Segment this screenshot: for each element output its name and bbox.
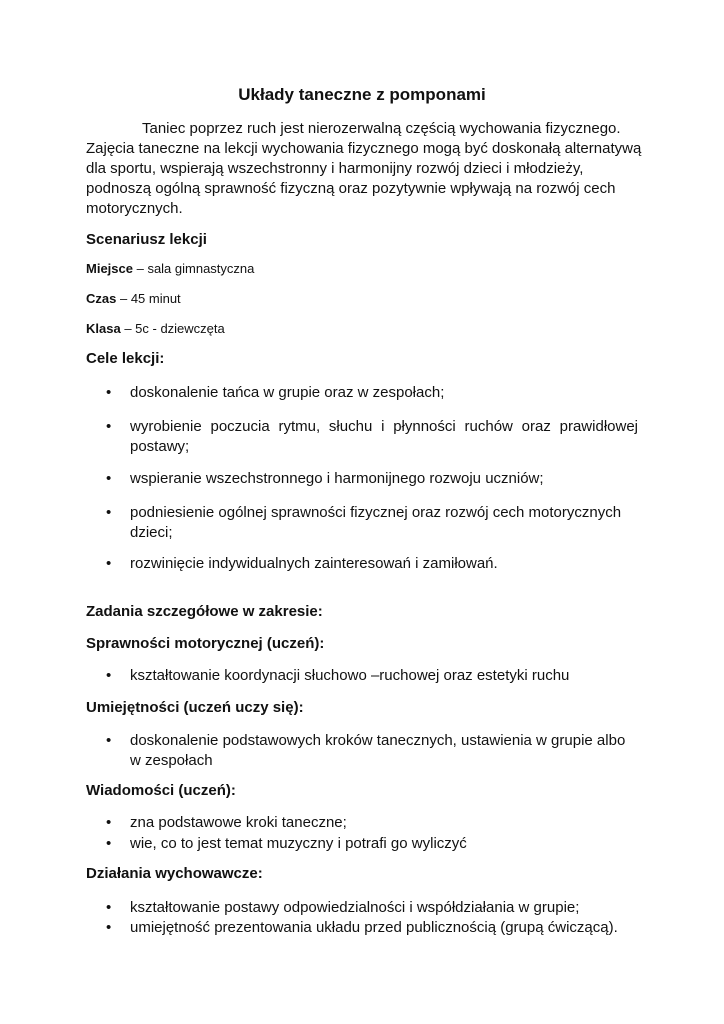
- bullet-icon: •: [106, 418, 112, 435]
- goal-item: • doskonalenie tańca w grupie oraz w zespołach;: [106, 384, 445, 401]
- goals-heading: Cele lekcji:: [86, 350, 165, 367]
- class-line: [86, 320, 225, 338]
- motor-item: • kształtowanie koordynacji słuchowo –ruchowej oraz estetyki ruchu: [106, 667, 570, 684]
- goal-item: • podniesienie ogólnej sprawności fizycznej oraz rozwój cech motorycznych dzieci;: [106, 504, 622, 541]
- skills-heading: Umiejętności (uczeń uczy się):: [86, 699, 304, 716]
- place-line: [86, 260, 254, 278]
- class-label: Klasa: [86, 321, 121, 336]
- bullet-icon: •: [106, 835, 112, 852]
- goal-item: • wspieranie wszechstronnego i harmonijnego rozwoju uczniów;: [106, 470, 544, 487]
- bullet-icon: •: [106, 504, 112, 521]
- intro-paragraph: [86, 119, 646, 219]
- goal-item: • wyrobienie poczucia rytmu, słuchu i płynności ruchów oraz prawidłowej postawy;: [106, 418, 638, 455]
- bullet-icon: •: [106, 732, 112, 749]
- scenario-heading: Scenariusz lekcji: [86, 231, 207, 248]
- educational-item: • umiejętność prezentowania układu przed publicznością (grupą ćwiczącą).: [106, 919, 618, 936]
- time-line: [86, 290, 181, 308]
- class-value: – 5c - dziewczęta: [120, 321, 225, 336]
- knowledge-item: • wie, co to jest temat muzyczny i potrafi go wyliczyć: [106, 835, 467, 852]
- motor-heading: Sprawności motorycznej (uczeń):: [86, 635, 325, 652]
- tasks-heading: Zadania szczegółowe w zakresie:: [86, 603, 323, 620]
- educational-item: • kształtowanie postawy odpowiedzialności i współdziałania w grupie;: [106, 899, 580, 916]
- document-title: Układy taneczne z pomponami: [238, 85, 486, 104]
- goal-item: • rozwinięcie indywidualnych zainteresowań i zamiłowań.: [106, 555, 498, 572]
- bullet-icon: •: [106, 667, 112, 684]
- place-value: – sala gimnastyczna: [132, 261, 255, 276]
- place-label: Miejsce: [86, 261, 133, 276]
- knowledge-heading: Wiadomości (uczeń):: [86, 782, 236, 799]
- educational-heading: Działania wychowawcze:: [86, 865, 263, 882]
- bullet-icon: •: [106, 384, 112, 401]
- intro-text: Taniec poprzez ruch jest nierozerwalną częścią wychowania fizycznego. Zajęcia taneczne na lekcji wychowania fizycznego mogą być doskonałą alternatywą dla sportu, wspierają wszechstronny i harmonijny rozwój dzieci i młodzieży, podnoszą ogólną sprawność fizyczną oraz pozytywnie wpływają na rozwój cech motorycznych.: [86, 120, 642, 217]
- bullet-icon: •: [106, 814, 112, 831]
- skills-item: • doskonalenie podstawowych kroków tanecznych, ustawienia w grupie albo w zespołach: [106, 732, 626, 769]
- bullet-icon: •: [106, 919, 112, 936]
- time-label: Czas: [86, 291, 117, 306]
- time-value: – 45 minut: [116, 291, 181, 306]
- bullet-icon: •: [106, 470, 112, 487]
- knowledge-item: • zna podstawowe kroki taneczne;: [106, 814, 347, 831]
- bullet-icon: •: [106, 899, 112, 916]
- bullet-icon: •: [106, 555, 112, 572]
